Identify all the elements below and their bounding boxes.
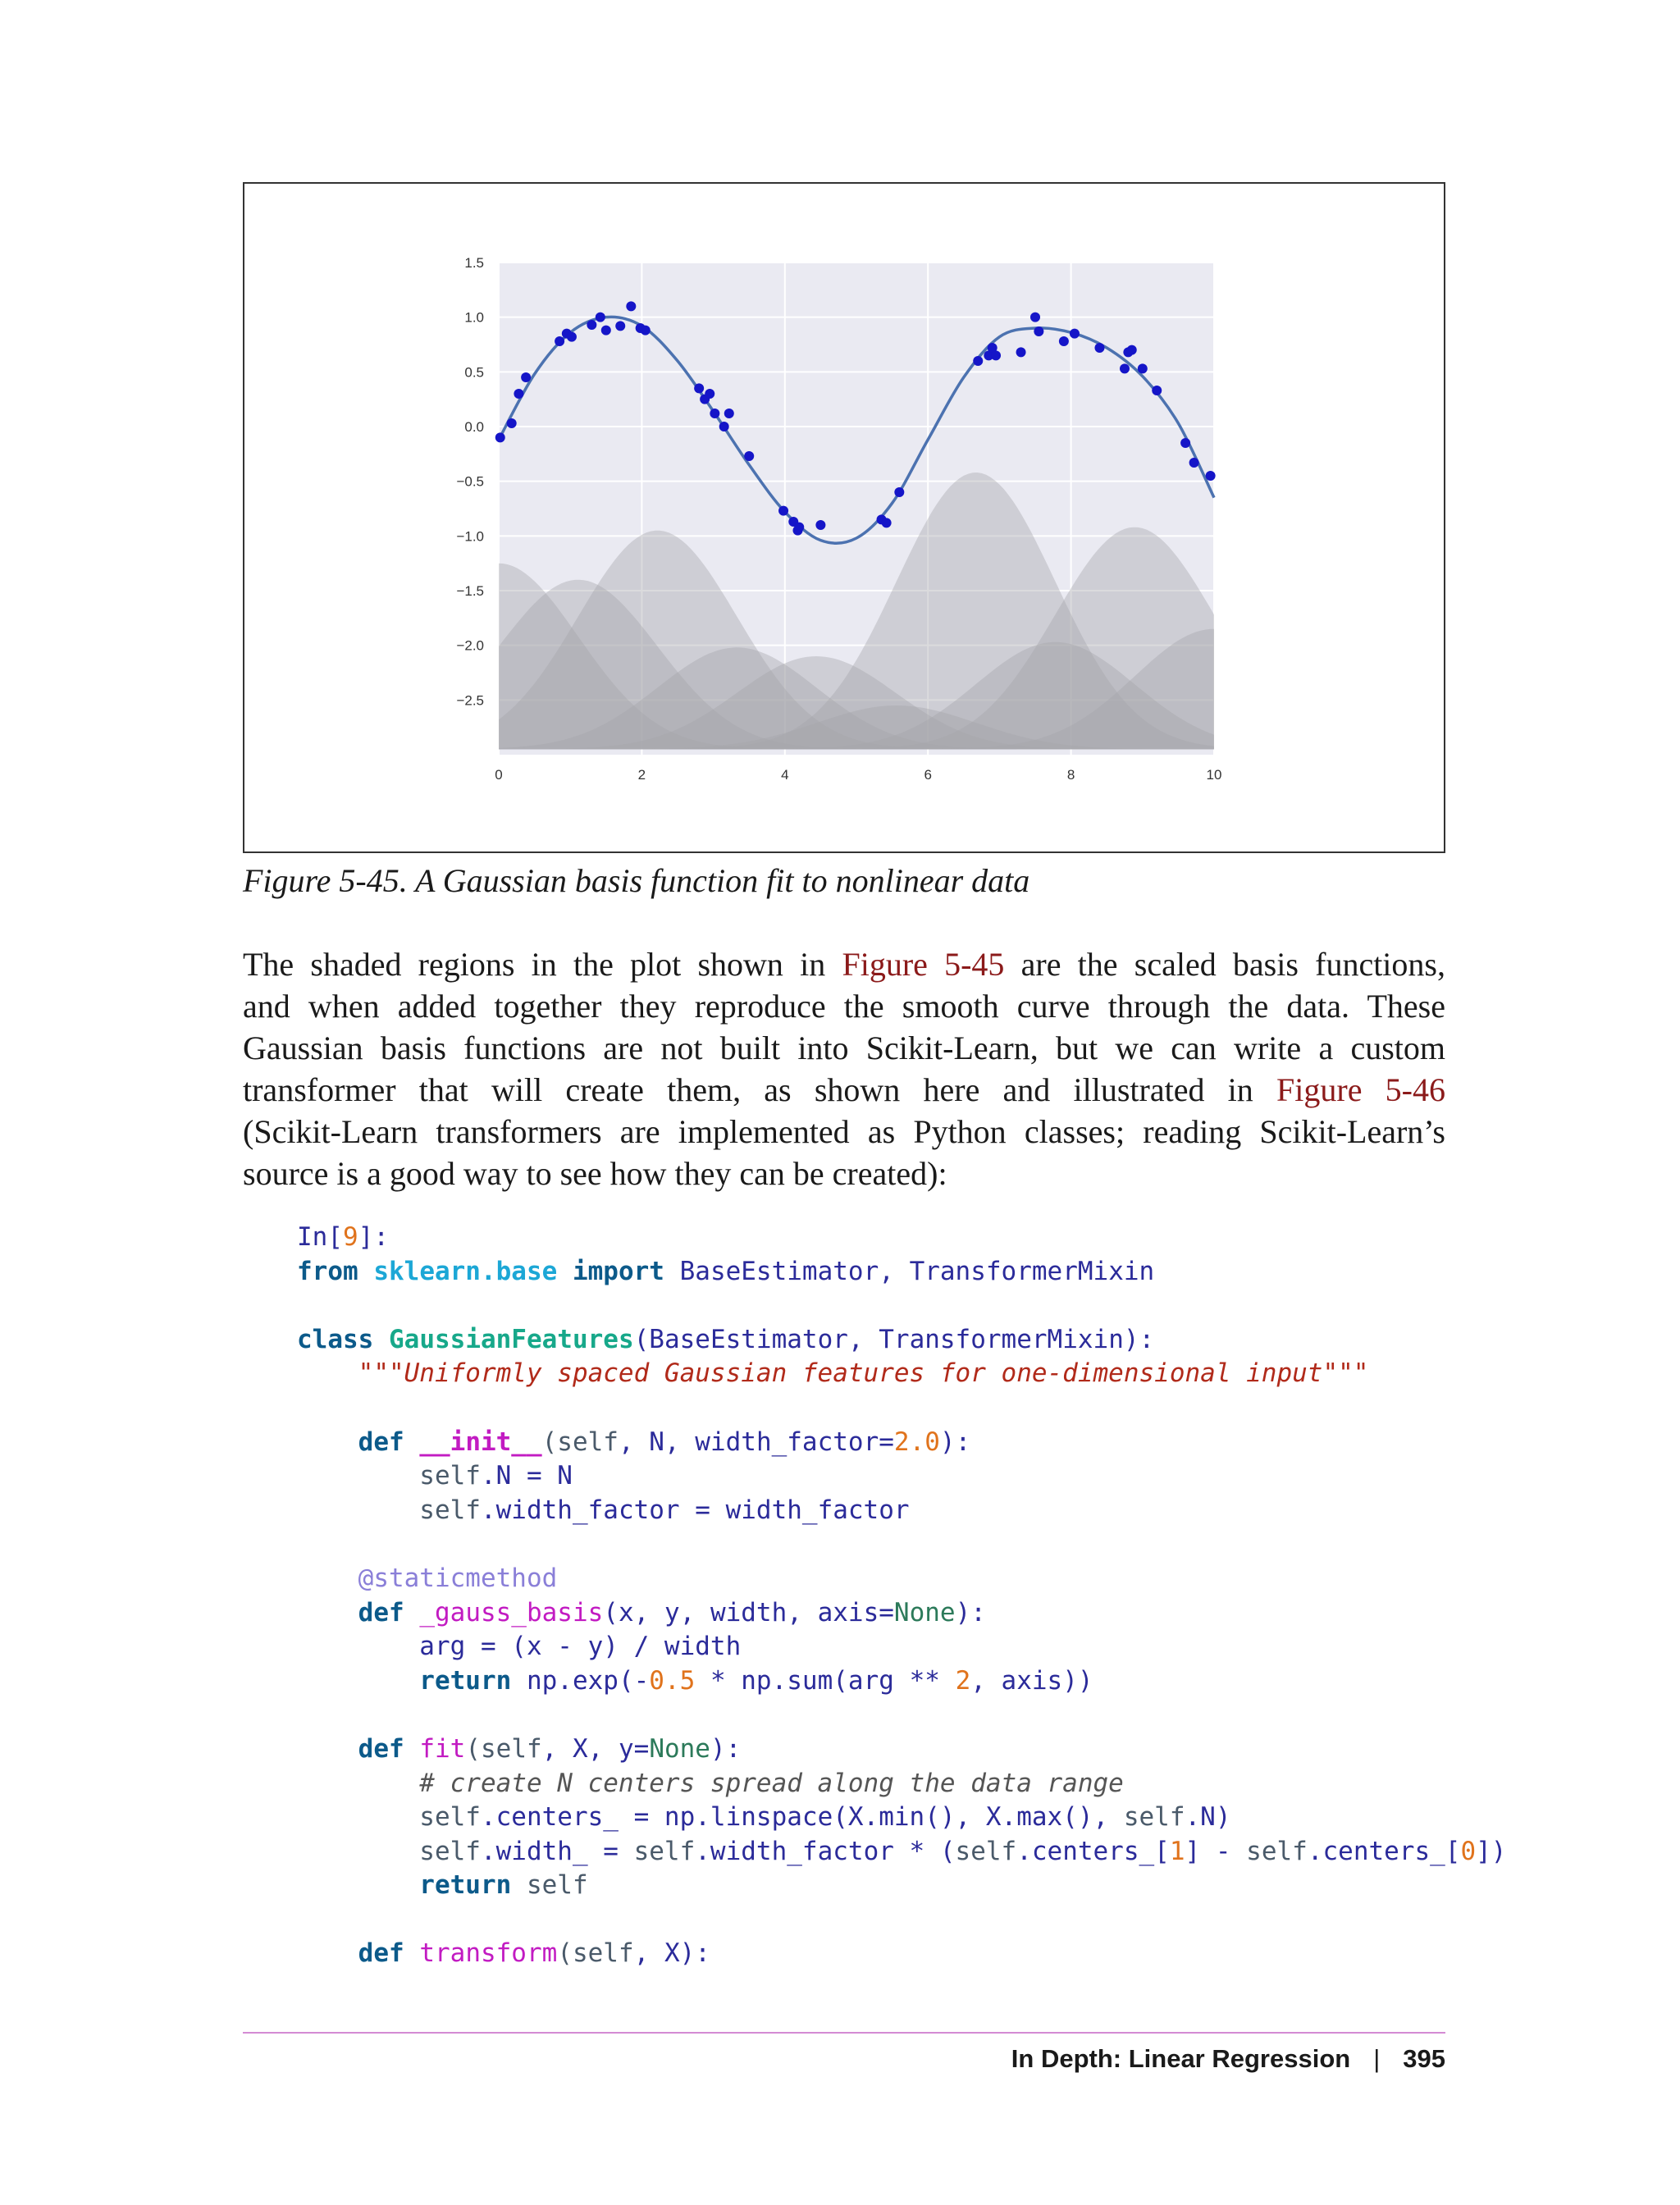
code-text: self — [297, 1495, 481, 1525]
code-text: , axis)) — [970, 1665, 1093, 1696]
prompt-text: In[ — [297, 1222, 343, 1252]
text-run: The shaded regions in the plot shown in — [243, 946, 842, 983]
code-line — [297, 1459, 1506, 1494]
keyword: class — [297, 1324, 374, 1354]
code-text: self — [633, 1836, 696, 1866]
running-head: In Depth: Linear Regression — [1011, 2044, 1351, 2073]
code-text: BaseEstimator, TransformerMixin — [664, 1256, 1155, 1286]
figure-reference-link[interactable]: Figure 5-46 — [1276, 1071, 1445, 1108]
data-point — [705, 389, 714, 399]
data-point — [1034, 326, 1043, 336]
x-tick-label: 4 — [781, 767, 789, 783]
code-line — [297, 1664, 1506, 1699]
code-text: (self — [465, 1733, 542, 1764]
data-point — [1206, 471, 1216, 481]
y-tick-label: 0.5 — [464, 364, 484, 381]
paragraph-line — [243, 943, 1445, 985]
keyword: import — [572, 1256, 664, 1286]
code-line: arg = (x - y) / width — [297, 1632, 742, 1662]
code-text: ): — [955, 1597, 986, 1628]
code-text: self — [955, 1836, 1017, 1866]
code-blank-line — [297, 1391, 1506, 1426]
code-line — [297, 1937, 1506, 1971]
keyword: def — [297, 1938, 404, 1969]
data-point — [1120, 363, 1130, 373]
code-text: .width_factor = width_factor — [480, 1495, 910, 1525]
code-prompt — [297, 1221, 1506, 1255]
code-text: ]) — [1476, 1836, 1507, 1866]
code-text: self — [297, 1836, 481, 1866]
number-literal: 2 — [955, 1665, 971, 1696]
code-text: .width_factor * ( — [695, 1836, 956, 1866]
code-line — [297, 1767, 1506, 1801]
x-tick-label: 0 — [495, 767, 503, 783]
code-text: ] - — [1185, 1836, 1247, 1866]
code-line — [297, 1596, 1506, 1631]
data-point — [815, 520, 825, 530]
code-blank-line — [297, 1527, 1506, 1562]
keyword: return — [297, 1870, 512, 1901]
code-text: self — [1246, 1836, 1308, 1866]
function-name: fit — [419, 1733, 466, 1764]
code-text: self — [1123, 1802, 1185, 1833]
code-text: (x, y, width, axis= — [603, 1597, 894, 1628]
function-name: transform — [419, 1938, 558, 1969]
y-tick-label: −0.5 — [456, 473, 484, 490]
class-name: GaussianFeatures — [389, 1324, 634, 1354]
x-tick-label: 2 — [637, 767, 646, 783]
y-tick-label: 0.0 — [464, 419, 484, 435]
code-line — [297, 1255, 1506, 1290]
data-point — [724, 409, 734, 418]
code-text: .N) — [1185, 1802, 1231, 1833]
page-number: 395 — [1403, 2044, 1445, 2073]
code-line — [297, 1835, 1506, 1869]
y-tick-label: 1.5 — [464, 255, 484, 271]
code-text: self — [297, 1461, 481, 1491]
code-text: .centers_[ — [1307, 1836, 1461, 1866]
number-literal: 0 — [1460, 1836, 1477, 1866]
text-run: are the scaled basis functions, — [1004, 946, 1445, 983]
data-point — [710, 409, 719, 418]
code-text: (BaseEstimator, TransformerMixin): — [633, 1324, 1155, 1354]
data-point — [882, 518, 892, 527]
figure-caption: Figure 5-45. A Gaussian basis function fit to nonlinear data — [243, 862, 1030, 899]
keyword: return — [297, 1665, 512, 1696]
data-point — [1127, 345, 1137, 355]
code-text: , N, width_factor= — [618, 1427, 894, 1457]
data-point — [719, 422, 729, 431]
data-point — [507, 418, 517, 428]
data-point — [587, 320, 596, 330]
prompt-text: ]: — [358, 1222, 389, 1252]
code-block — [297, 1221, 1506, 1971]
keyword: def — [297, 1597, 404, 1628]
data-point — [694, 383, 704, 393]
data-point — [601, 326, 611, 336]
data-point — [1094, 343, 1104, 353]
data-point — [894, 487, 904, 497]
paragraph-line — [243, 1069, 1445, 1111]
code-text: self — [511, 1870, 588, 1901]
code-text: .N = N — [480, 1461, 573, 1491]
x-tick-label: 10 — [1206, 767, 1222, 783]
y-tick-label: −2.5 — [456, 692, 484, 709]
data-point — [1138, 363, 1148, 373]
data-point — [567, 332, 577, 342]
code-text: ): — [939, 1427, 971, 1457]
code-text: .width_ = — [480, 1836, 634, 1866]
x-tick-label: 6 — [924, 767, 932, 783]
keyword: def — [297, 1427, 404, 1457]
data-point — [794, 523, 804, 532]
data-point — [1070, 329, 1080, 339]
basis-function-chart — [244, 184, 1444, 851]
data-point — [991, 350, 1001, 360]
docstring: """Uniformly spaced Gaussian features for one-dimensional input""" — [297, 1358, 1369, 1389]
page-footer — [1011, 2044, 1445, 2074]
footer-separator: | — [1373, 2044, 1381, 2073]
module-name: sklearn.base — [373, 1256, 558, 1286]
data-point — [778, 506, 788, 516]
data-point — [514, 389, 523, 399]
data-point — [626, 301, 636, 311]
code-text: (self — [541, 1427, 619, 1457]
code-text: , X, y= — [541, 1733, 650, 1764]
data-point — [615, 321, 625, 331]
paragraph-line: and when added together they reproduce the smooth curve through the data. These — [243, 988, 1445, 1025]
number-literal: 0.5 — [649, 1665, 696, 1696]
data-point — [1016, 347, 1026, 357]
prompt-number: 9 — [343, 1222, 358, 1252]
code-line — [297, 1323, 1506, 1358]
code-line — [297, 1869, 1506, 1903]
code-text: , X): — [633, 1938, 710, 1969]
body-paragraph — [243, 943, 1445, 1194]
code-text: * np.sum(arg ** — [695, 1665, 956, 1696]
number-literal: 1 — [1169, 1836, 1185, 1866]
code-text: np.exp(- — [511, 1665, 650, 1696]
data-point — [973, 356, 983, 366]
none-literal: None — [893, 1597, 956, 1628]
code-text: ): — [710, 1733, 742, 1764]
data-point — [1180, 438, 1190, 448]
data-point — [1030, 313, 1040, 322]
code-line — [297, 1357, 1506, 1391]
paragraph-line: source is a good way to see how they can be created): — [243, 1155, 947, 1192]
data-point — [1152, 386, 1162, 395]
paragraph-line: Gaussian basis functions are not built into Scikit-Learn, but we can write a custom — [243, 1029, 1445, 1066]
code-line — [297, 1494, 1506, 1528]
code-text: .centers_ = np.linspace(X.min(), X.max(), — [480, 1802, 1124, 1833]
code-text: .centers_[ — [1016, 1836, 1170, 1866]
function-name: _gauss_basis — [419, 1597, 604, 1628]
x-tick-label: 8 — [1066, 767, 1075, 783]
keyword: from — [297, 1256, 358, 1286]
data-point — [1059, 336, 1069, 346]
y-tick-label: 1.0 — [464, 309, 484, 326]
decorator: @staticmethod — [297, 1563, 558, 1593]
paragraph-line: (Scikit-Learn transformers are implemented as Python classes; reading Scikit-Learn’s — [243, 1113, 1445, 1150]
code-line — [297, 1562, 1506, 1596]
data-point — [596, 313, 605, 322]
data-point — [744, 451, 754, 461]
data-point — [641, 326, 651, 336]
code-line — [297, 1801, 1506, 1835]
number-literal: 2.0 — [893, 1427, 940, 1457]
data-point — [521, 372, 531, 382]
code-blank-line — [297, 1903, 1506, 1938]
data-point — [495, 432, 505, 442]
footer-divider — [243, 2032, 1445, 2034]
none-literal: None — [649, 1733, 710, 1764]
y-tick-label: −2.0 — [456, 637, 484, 654]
code-blank-line — [297, 1698, 1506, 1732]
code-blank-line — [297, 1289, 1506, 1323]
code-text: (self — [557, 1938, 634, 1969]
y-tick-label: −1.0 — [456, 528, 484, 545]
figure-reference-link[interactable]: Figure 5-45 — [842, 946, 1005, 983]
code-line — [297, 1426, 1506, 1460]
figure-frame — [243, 182, 1445, 853]
code-text: self — [297, 1802, 481, 1833]
y-tick-label: −1.5 — [456, 583, 484, 599]
function-name: __init__ — [419, 1427, 542, 1457]
data-point — [1189, 458, 1199, 468]
data-point — [555, 336, 564, 346]
code-comment: # create N centers spread along the data range — [297, 1768, 1124, 1798]
code-line — [297, 1732, 1506, 1767]
keyword: def — [297, 1733, 404, 1764]
text-run: transformer that will create them, as shown here and illustrated in — [243, 1071, 1277, 1108]
